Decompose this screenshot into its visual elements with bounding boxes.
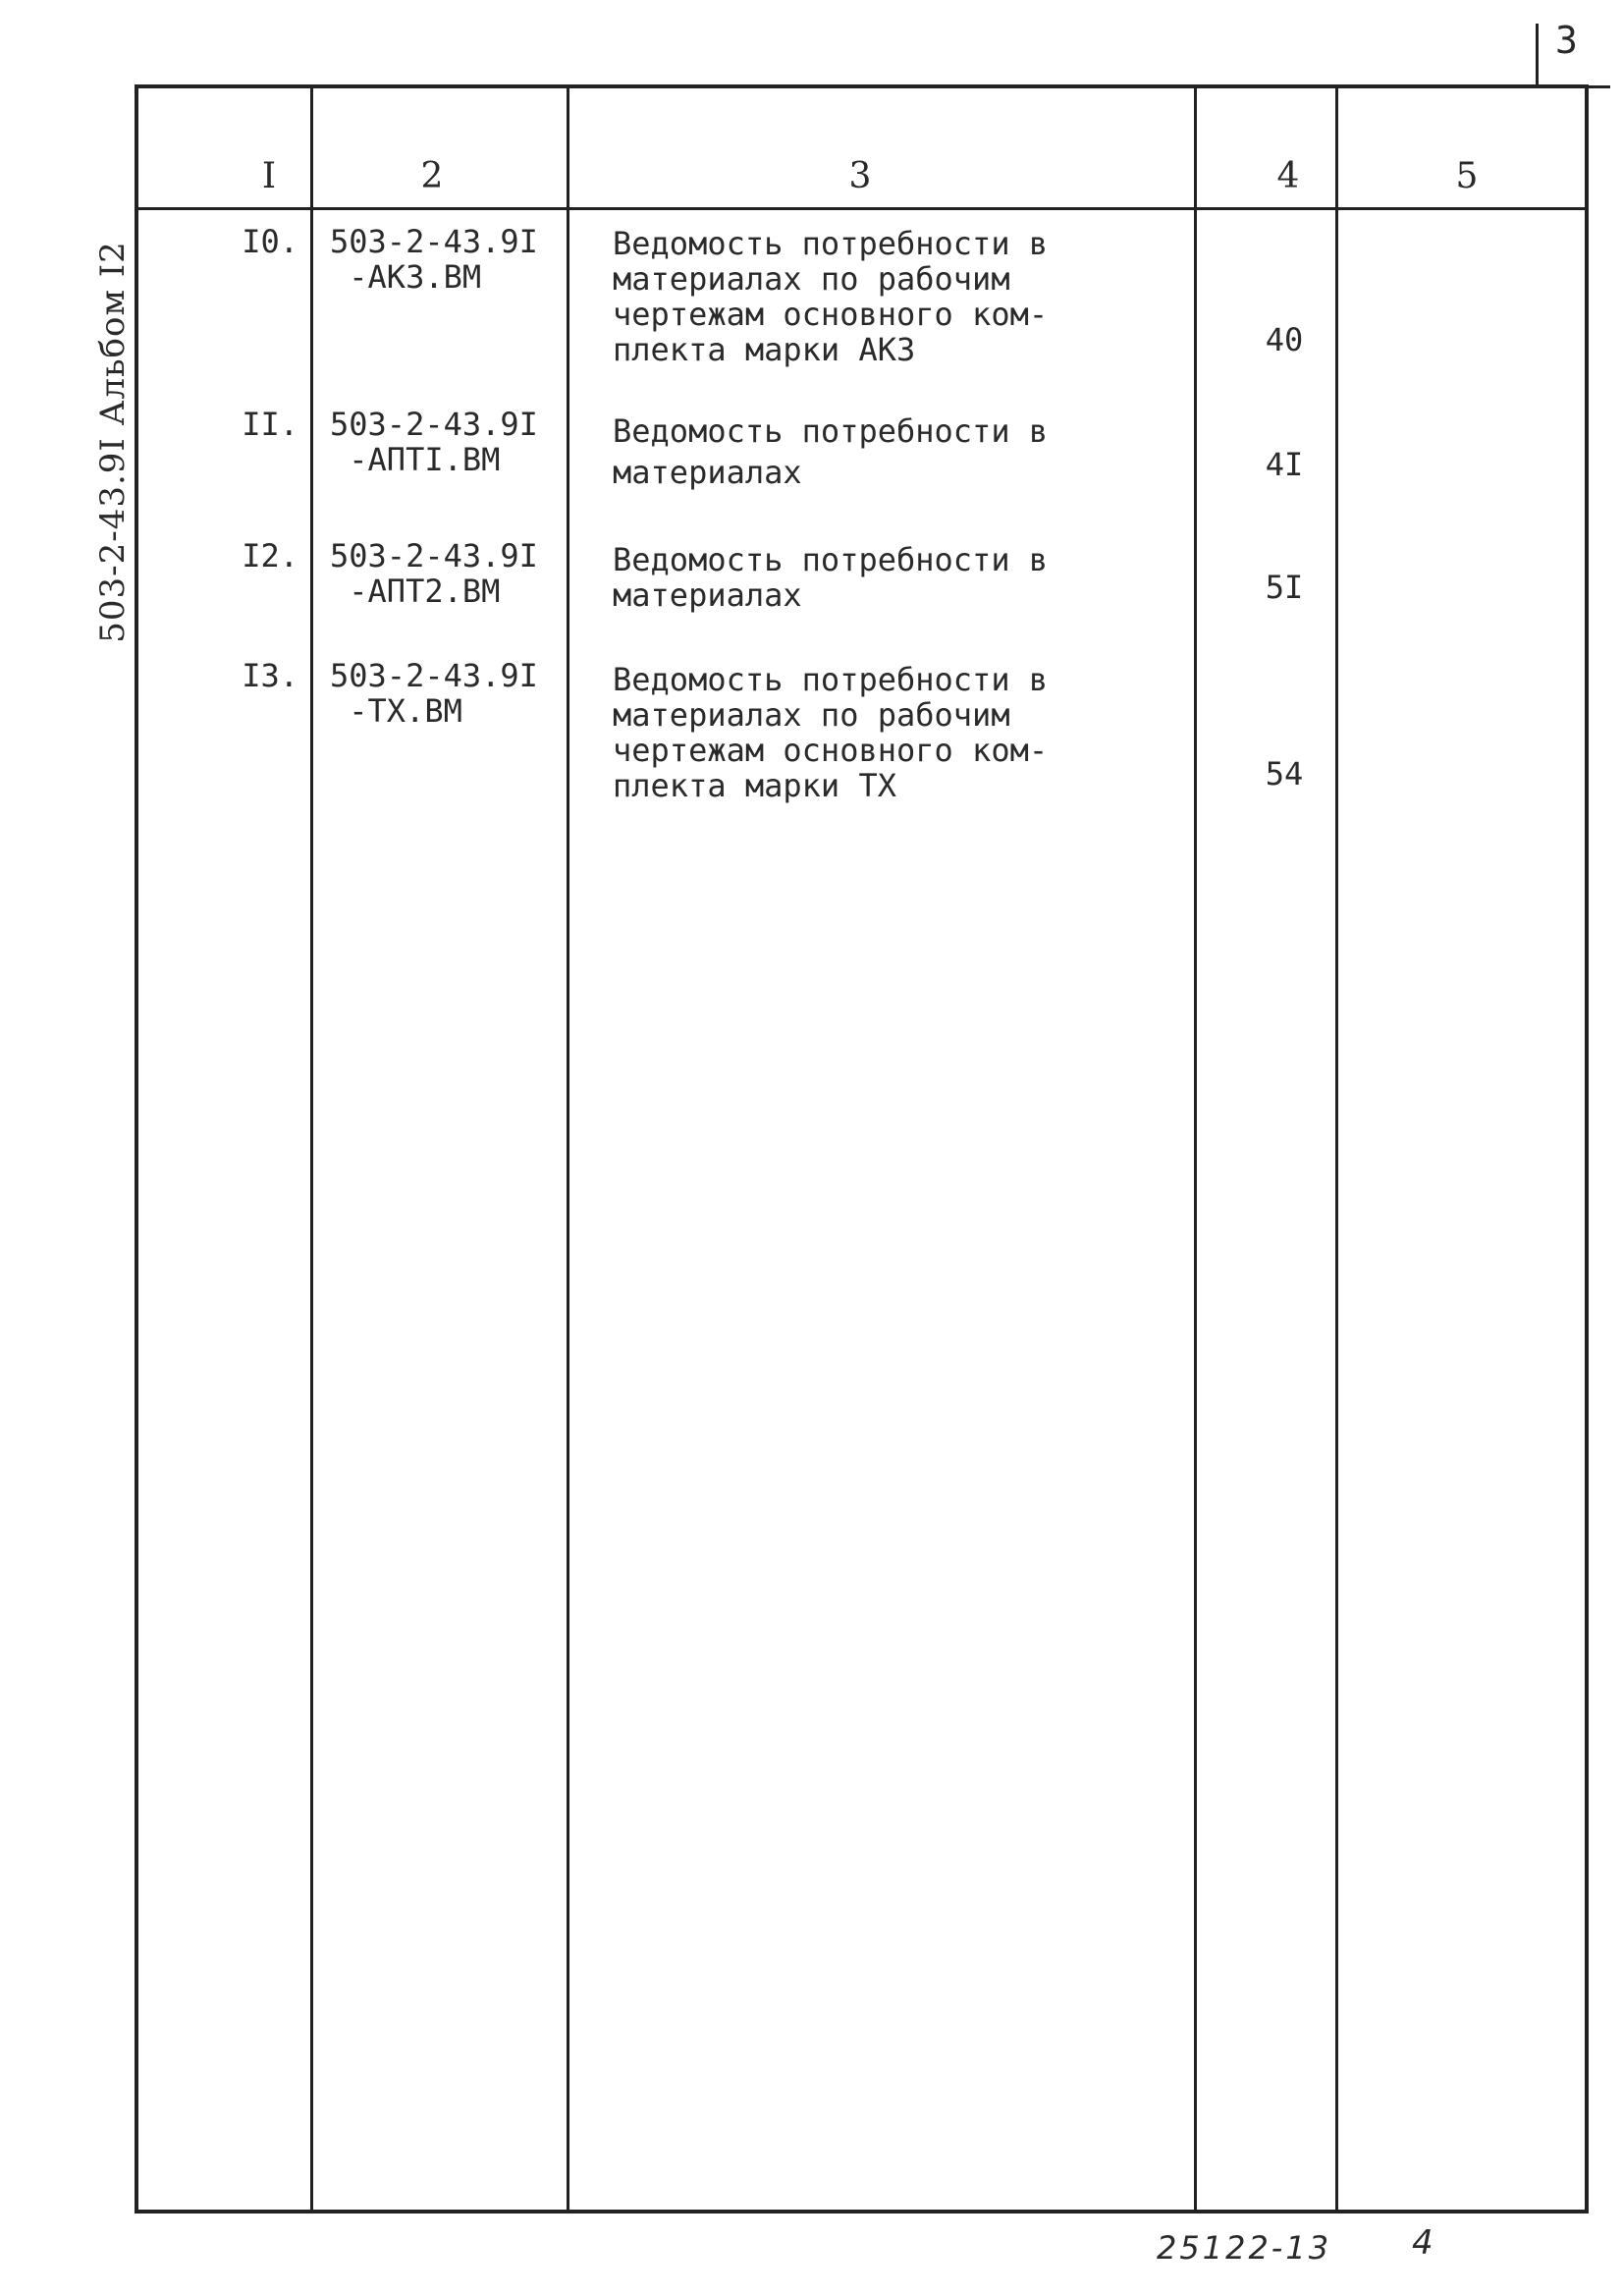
row-number: I3.: [242, 657, 298, 694]
document-title: Ведомость потребности в материалах: [613, 412, 1049, 491]
page-number: 3: [1555, 19, 1578, 62]
row-number: I0.: [242, 223, 298, 260]
page-reference: 54: [1265, 755, 1304, 793]
page-reference: 4I: [1265, 446, 1304, 483]
column-header-2: 2: [420, 156, 444, 196]
column-divider: [1335, 84, 1338, 2214]
page-reference: 5I: [1265, 569, 1304, 606]
table-frame: [135, 84, 1589, 2214]
column-header-1: I: [261, 156, 277, 196]
header-divider: [135, 207, 1589, 210]
document-title: Ведомость потребности в материалах: [613, 541, 1049, 614]
document-code: 503-2-43.9I -ТХ.ВМ: [330, 657, 538, 730]
column-divider: [1194, 84, 1197, 2214]
document-code: 503-2-43.9I -АПТ2.ВМ: [330, 537, 538, 610]
album-side-label: 503-2-43.9I Альбом I2: [93, 241, 133, 643]
document-code: 503-2-43.9I -АПТI.ВМ: [330, 406, 538, 478]
document-code: 503-2-43.9I -АКЗ.ВМ: [330, 223, 538, 296]
document-title: Ведомость потребности в материалах по рабочим чертежам основного ком- плекта марки АКЗ: [613, 225, 1049, 368]
row-number: I2.: [242, 537, 298, 574]
sheet-number: 4: [1412, 2223, 1434, 2263]
inventory-code: 25122-13: [1157, 2229, 1332, 2267]
column-header-3: 3: [848, 156, 872, 196]
page-reference: 40: [1265, 321, 1304, 358]
column-header-5: 5: [1455, 156, 1479, 196]
column-divider: [310, 84, 313, 2214]
column-header-4: 4: [1276, 156, 1300, 196]
document-title: Ведомость потребности в материалах по рабочим чертежам основного ком- плекта марки ТХ: [613, 661, 1049, 804]
column-divider: [567, 84, 569, 2214]
row-number: II.: [242, 406, 298, 443]
